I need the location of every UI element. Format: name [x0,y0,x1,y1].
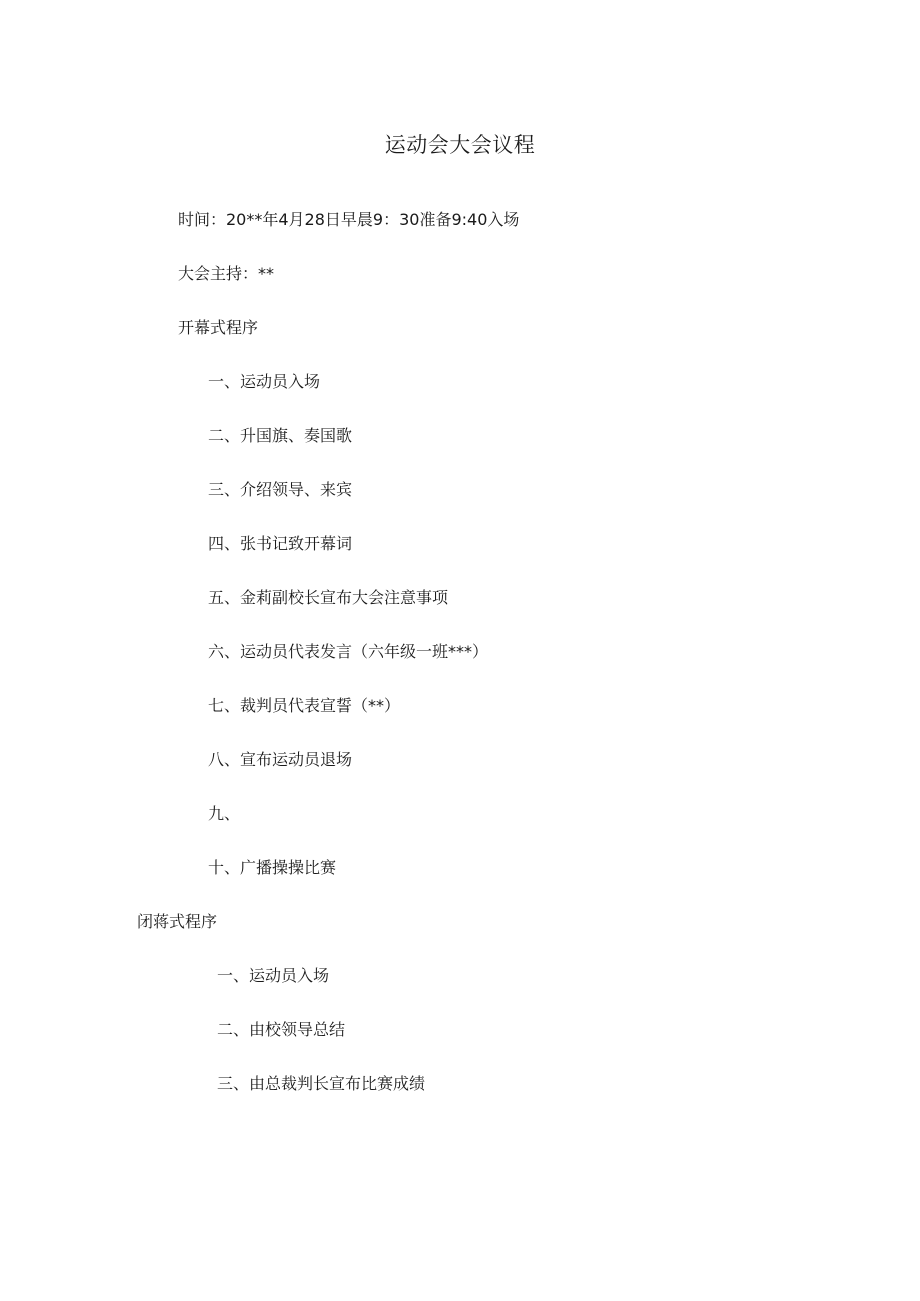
opening-item: 三、介绍领导、来宾 [208,480,353,499]
closing-item: 二、由校领导总结 [217,1020,346,1039]
closing-item: 三、由总裁判长宣布比赛成绩 [217,1074,426,1093]
opening-item: 九、 [208,804,241,823]
time-line: 时间：20**年4月28日早晨9：30准备9:40入场 [178,210,520,229]
closing-item: 一、运动员入场 [217,966,330,985]
opening-item: 一、运动员入场 [208,372,321,391]
host-line: 大会主持：** [178,264,275,283]
opening-item: 十、广播操操比赛 [208,858,337,877]
document-title: 运动会大会议程 [384,133,536,157]
closing-heading: 闭蒋式程序 [137,912,218,931]
opening-item: 五、金莉副校长宣布大会注意事项 [208,588,449,607]
opening-item: 六、运动员代表发言（六年级一班***） [208,642,489,661]
opening-item: 七、裁判员代表宣誓（**） [208,696,401,715]
opening-item: 二、升国旗、奏国歌 [208,426,353,445]
opening-item: 八、宣布运动员退场 [208,750,353,769]
opening-heading: 开幕式程序 [178,318,259,337]
opening-item: 四、张书记致开幕词 [208,534,353,553]
